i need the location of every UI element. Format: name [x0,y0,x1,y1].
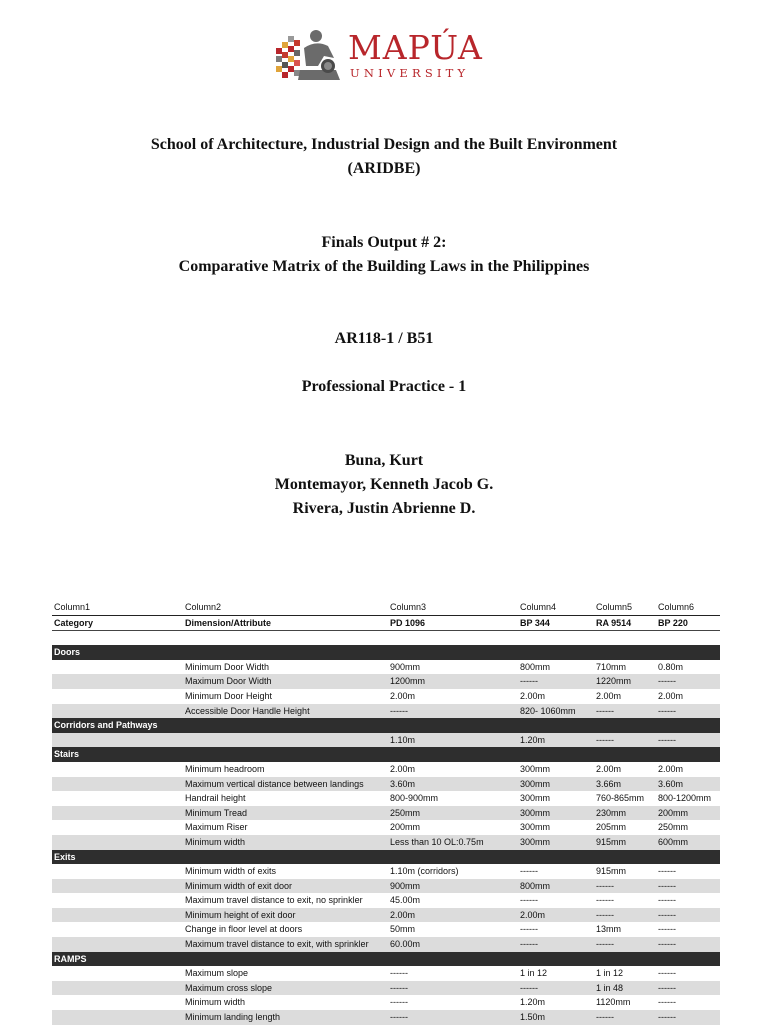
column-name-cell: Column3 [388,600,518,615]
table-cell: Minimum Tread [183,806,388,821]
table-cell [518,631,594,646]
table-row [52,966,720,981]
category-label: Stairs [52,747,183,762]
table-cell: 710mm [596,661,627,672]
table-cell [518,850,594,865]
table-cell: Minimum Door Width [185,661,270,672]
table-cell: 300mm [518,835,594,850]
category-label: Exits [52,850,183,865]
table-cell: 13mm [596,924,622,935]
table-cell: 1.10m [388,733,518,748]
table-cell [52,631,183,646]
table-cell [52,835,183,850]
table-row [52,1010,720,1025]
category-row [52,718,720,733]
table-cell [656,850,720,865]
table-cell [52,864,183,879]
table-row [52,995,720,1010]
mapua-emblem-icon [272,26,346,84]
table-cell: 1 in 12 [520,968,548,979]
table-cell: Maximum slope [185,968,249,979]
table-cell: 300mm [520,822,551,833]
header-cell: RA 9514 [594,615,656,631]
table-cell: 1.10m (corridors) [390,866,459,877]
table-cell: 760-865mm [596,793,645,804]
table-cell: Minimum height of exit door [183,908,388,923]
table-row [52,864,720,879]
table-cell [594,952,656,967]
table-cell: ------ [390,968,408,979]
table-cell [183,631,388,646]
header-cell: BP 344 [518,615,594,631]
table-cell: ------ [594,1010,656,1025]
table-cell: ------ [658,895,676,906]
table-cell: 3.60m [656,777,720,792]
table-cell: 1.20m [520,997,546,1008]
table-cell: ------ [390,997,408,1008]
table-cell: 1 in 12 [596,968,624,979]
table-cell [518,718,594,733]
table-cell: 300mm [518,777,594,792]
table-cell: 200mm [390,822,421,833]
table-cell: 2.00m [390,690,416,701]
table-cell: ------ [656,733,720,748]
school-name: School of Architecture, Industrial Design and the Built Environment [150,136,618,153]
table-cell: 800-1200mm [658,793,712,804]
table-cell [656,952,720,967]
table-cell: 250mm [388,806,518,821]
table-cell: 915mm [594,835,656,850]
table-row [52,689,720,704]
table-row [52,733,720,748]
table-cell: ------ [594,908,656,923]
table-cell [52,704,183,719]
header-cell: Dimension/Attribute [183,615,388,631]
table-cell [388,850,518,865]
table-cell: ------ [656,704,720,719]
table-cell [183,733,388,748]
table-cell [388,645,518,660]
table-cell [656,631,720,646]
table-cell: Maximum vertical distance between landings [183,777,388,792]
table-cell [52,981,183,996]
author-name: Montemayor, Kenneth Jacob G. [274,476,494,493]
table-cell [183,747,388,762]
table-cell [388,718,518,733]
table-cell: 2.00m [390,763,416,774]
header-cell: BP 220 [656,615,720,631]
table-cell: Minimum width [183,835,388,850]
table-cell: ------ [518,674,594,689]
table-cell: 820- 1060mm [518,704,594,719]
category-label: Doors [52,645,183,660]
table-row [52,937,720,952]
table-cell: 45.00m [390,895,421,906]
course-code: AR118-1 / B51 [334,330,434,347]
table-cell [518,747,594,762]
table-cell: ------ [656,879,720,894]
table-cell: 800mm [520,661,551,672]
column-name-cell: Column1 [52,600,183,615]
logo-wordmark: MAPÚA [348,28,483,67]
table-cell: ------ [520,924,538,935]
table-cell [52,937,183,952]
output-title: Finals Output # 2: [321,234,447,251]
table-cell [183,850,388,865]
table-cell: 3.66m [594,777,656,792]
table-cell: ------ [518,937,594,952]
table-cell: 2.00m [596,690,622,701]
column-name-cell: Column6 [656,600,720,615]
table-cell [52,879,183,894]
table-cell: 1120mm [596,997,631,1008]
table-cell: ------ [594,704,656,719]
table-cell [183,718,388,733]
table-cell: ------ [594,733,656,748]
table-cell: 205mm [596,822,627,833]
table-cell: Less than 10 OL:0.75m [388,835,518,850]
table-cell: Change in floor level at doors [185,924,303,935]
category-label: Corridors and Pathways [52,718,183,733]
table-cell: Minimum width of exits [185,866,277,877]
column-name-cell: Column5 [594,600,656,615]
author-name: Buna, Kurt [344,452,424,469]
table-cell: Maximum cross slope [183,981,388,996]
table-row [52,806,720,821]
table-cell: 2.00m [388,908,518,923]
category-row [52,645,720,660]
table-cell [52,893,183,908]
table-row [52,893,720,908]
category-row [52,952,720,967]
table-cell [594,645,656,660]
table-cell [388,747,518,762]
table-cell: Maximum travel distance to exit, no sprinkler [185,895,363,906]
table-cell [52,995,183,1010]
table-cell: ------ [596,895,614,906]
university-logo [272,26,502,86]
table-cell [52,733,183,748]
table-cell: ------ [656,981,720,996]
table-cell: 230mm [594,806,656,821]
table-cell: 300mm [518,806,594,821]
table-cell: 60.00m [388,937,518,952]
table-cell [518,645,594,660]
output-subtitle: Comparative Matrix of the Building Laws in the Philippines [178,258,590,275]
table-cell: Minimum width [185,997,246,1008]
column-name-cell: Column4 [518,600,594,615]
category-label: RAMPS [52,952,183,967]
table-cell: Minimum Door Height [185,690,273,701]
table-cell: ------ [518,981,594,996]
table-cell: Minimum headroom [185,763,265,774]
table-row [52,981,720,996]
table-cell: Minimum landing length [183,1010,388,1025]
header-cell: Category [52,615,183,631]
table-row [52,631,720,646]
table-cell: 50mm [390,924,416,935]
table-cell: ------ [658,968,676,979]
table-cell [52,908,183,923]
school-abbreviation: (ARIDBE) [347,160,421,177]
table-cell [656,645,720,660]
table-cell [52,660,183,675]
category-row [52,747,720,762]
table-cell [183,952,388,967]
table-cell [183,645,388,660]
table-cell: ------ [658,866,676,877]
table-cell: ------ [388,704,518,719]
course-name: Professional Practice - 1 [301,378,467,395]
table-cell: 300mm [520,793,551,804]
table-row [52,762,720,777]
table-cell: Maximum travel distance to exit, with sprinkler [183,937,388,952]
table-cell: 2.00m [518,908,594,923]
table-cell [52,674,183,689]
table-cell: ------ [520,866,538,877]
table-cell: 200mm [656,806,720,821]
table-cell: ------ [594,937,656,952]
table-cell: ------ [388,981,518,996]
table-cell: 900mm [388,879,518,894]
logo-subtitle: UNIVERSITY [350,66,470,80]
table-row [52,674,720,689]
table-cell [594,850,656,865]
table-cell: 1220mm [594,674,656,689]
table-row [52,820,720,835]
table-cell [594,747,656,762]
table-cell: 0.80m [658,661,684,672]
table-cell: ------ [594,879,656,894]
table-cell [656,718,720,733]
table-cell: 3.60m [388,777,518,792]
table-row [52,922,720,937]
table-cell: 2.00m [596,763,622,774]
header-cell: PD 1096 [388,615,518,631]
table-row [52,660,720,675]
table-cell: Minimum width of exit door [183,879,388,894]
table-header-row [52,615,720,631]
table-cell: Handrail height [185,793,246,804]
table-cell: ------ [656,674,720,689]
column-name-row [52,600,720,615]
table-cell: 1 in 48 [594,981,656,996]
table-cell: Maximum Riser [185,822,248,833]
table-cell: 915mm [596,866,627,877]
table-row [52,879,720,894]
table-cell [52,1010,183,1025]
table-cell [388,952,518,967]
column-name-cell: Column2 [183,600,388,615]
table-cell: 1200mm [388,674,518,689]
table-row [52,704,720,719]
table-cell: 1.20m [518,733,594,748]
table-row [52,777,720,792]
table-cell [52,806,183,821]
table-cell: 250mm [658,822,689,833]
table-cell: 2.00m [520,690,546,701]
table-cell [52,689,183,704]
table-cell: ------ [520,895,538,906]
table-cell [52,820,183,835]
table-row [52,791,720,806]
category-row [52,850,720,865]
table-cell: ------ [658,997,676,1008]
table-cell: 2.00m [658,763,684,774]
table-cell: ------ [656,1010,720,1025]
table-cell: 300mm [520,763,551,774]
table-cell [388,631,518,646]
table-cell: ------ [656,908,720,923]
table-cell [52,762,183,777]
table-cell: 1.50m [518,1010,594,1025]
table-cell: Accessible Door Handle Height [183,704,388,719]
table-row [52,835,720,850]
author-name: Rivera, Justin Abrienne D. [292,500,476,517]
table-cell [52,966,183,981]
table-cell [52,791,183,806]
table-cell [594,718,656,733]
table-cell: 2.00m [658,690,684,701]
table-cell: 600mm [656,835,720,850]
table-cell: 800mm [518,879,594,894]
table-cell: 900mm [390,661,421,672]
comparative-matrix-table [52,600,720,1025]
table-cell [52,777,183,792]
table-row [52,908,720,923]
table-cell: ------ [388,1010,518,1025]
table-cell [594,631,656,646]
table-cell: Maximum Door Width [183,674,388,689]
table-cell [52,922,183,937]
table-cell [656,747,720,762]
table-cell [518,952,594,967]
table-cell: ------ [656,937,720,952]
table-cell: ------ [658,924,676,935]
table-cell: 800-900mm [390,793,439,804]
